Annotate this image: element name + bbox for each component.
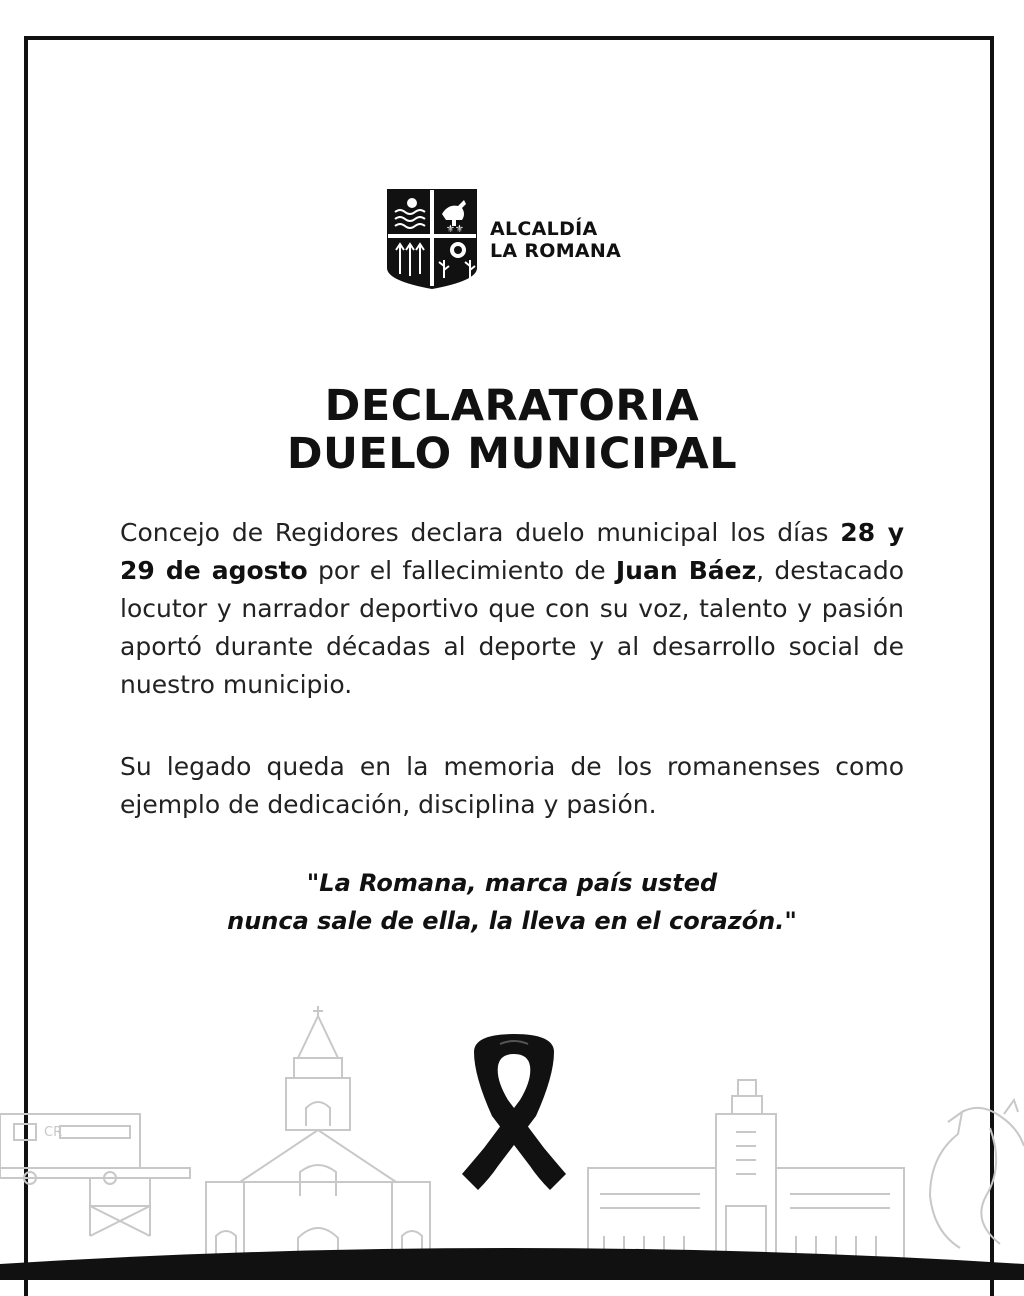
municipal-logo xyxy=(386,188,646,292)
p1-dates: 28 y 29 de agosto xyxy=(120,518,905,585)
legacy-paragraph: Su legado queda en la memoria de los romanenses como ejemplo de dedicación, disciplina y pasión. xyxy=(120,752,904,819)
declaration-paragraph xyxy=(120,514,904,704)
city-skyline-illustration xyxy=(0,996,1024,1280)
train-label: CR xyxy=(44,1125,63,1140)
church-icon xyxy=(206,1006,430,1280)
p1-name: Juan Báez xyxy=(615,556,757,585)
quote xyxy=(0,864,1024,940)
page-title xyxy=(0,382,1024,478)
crest-icon xyxy=(386,188,478,290)
logo-text xyxy=(490,218,621,262)
ground-wave xyxy=(0,1248,1024,1280)
p1-intro: Concejo de Regidores declara duelo municipal los días xyxy=(120,518,841,547)
title-line-1: DECLARATORIA xyxy=(324,381,700,431)
logo-line-2: LA ROMANA xyxy=(490,240,622,262)
logo-line-1: ALCALDÍA xyxy=(490,218,598,240)
quote-line-1: "La Romana, marca país usted xyxy=(306,869,718,897)
p1-mid: por el fallecimiento de xyxy=(307,556,616,585)
bull-illustration-icon xyxy=(930,1100,1024,1248)
train-icon xyxy=(0,1114,190,1236)
svg-text:⚜⚜: ⚜⚜ xyxy=(446,224,464,235)
mourning-ribbon-icon xyxy=(462,1034,566,1190)
title-line-2: DUELO MUNICIPAL xyxy=(286,429,738,479)
quote-line-2: nunca sale de ella, la lleva en el corazón." xyxy=(227,907,797,935)
p1-rest: , destacado locutor y narrador deportivo que con su voz, talento y pasión aportó durante décadas al deporte y al desarrollo social de nuestro municipio. xyxy=(120,556,904,699)
